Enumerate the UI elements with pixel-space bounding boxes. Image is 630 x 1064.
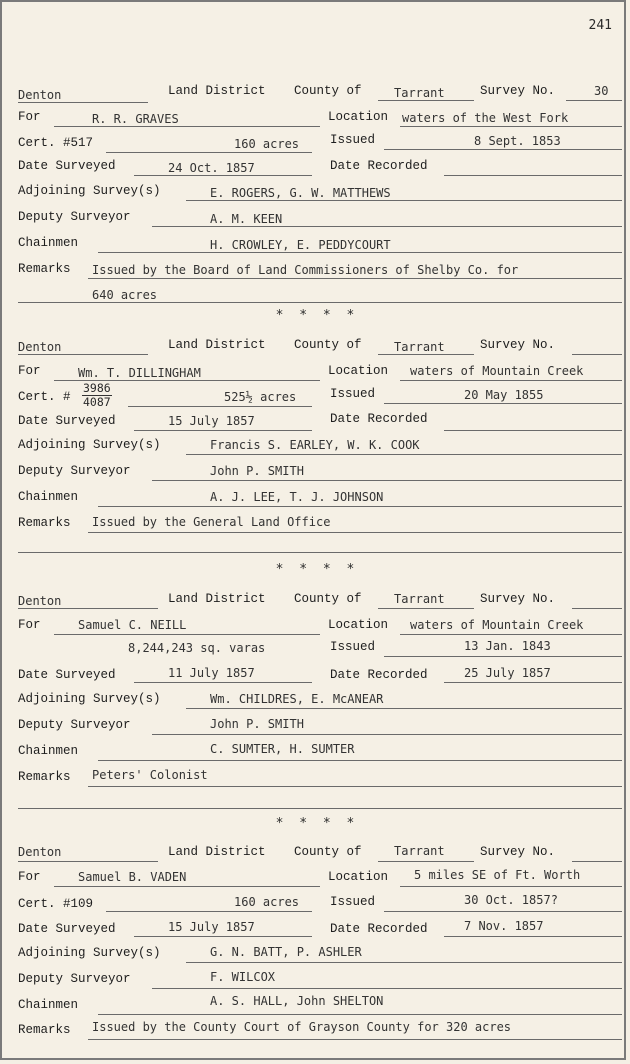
county-label: County of	[294, 592, 362, 606]
land-district-label: Land District	[168, 592, 266, 606]
deputy-value: John P. SMITH	[210, 717, 304, 731]
county-value: Tarrant	[394, 592, 445, 606]
adjoining-value: G. N. BATT, P. ASHLER	[210, 945, 362, 959]
date-surveyed-label: Date Surveyed	[18, 922, 116, 936]
chainmen-label: Chainmen	[18, 490, 79, 504]
dates-row	[18, 666, 622, 688]
deputy-row	[18, 464, 622, 486]
remarks-row	[18, 516, 622, 538]
survey-no-label: Survey No.	[480, 592, 556, 606]
cert-row	[18, 381, 622, 412]
record-separator: * * * *	[275, 816, 359, 831]
date-recorded-label: Date Recorded	[330, 412, 428, 426]
remarks-label: Remarks	[18, 770, 71, 784]
for-value: Wm. T. DILLINGHAM	[78, 366, 201, 380]
acres-value: 160 acres	[234, 895, 300, 909]
cert-denominator: 4087	[83, 395, 111, 409]
for-label: For	[18, 618, 41, 632]
location-label: Location	[328, 870, 389, 884]
survey-no-label: Survey No.	[480, 84, 556, 98]
remarks-blank-row	[18, 792, 622, 814]
deputy-label: Deputy Surveyor	[18, 972, 131, 986]
record-separator: * * * *	[275, 308, 359, 323]
deputy-label: Deputy Surveyor	[18, 464, 131, 478]
land-district-label: Land District	[168, 338, 266, 352]
date-recorded-label: Date Recorded	[330, 159, 428, 173]
adjoining-value: Wm. CHILDRES, E. McANEAR	[210, 692, 384, 706]
chainmen-value: H. CROWLEY, E. PEDDYCOURT	[210, 238, 391, 252]
remarks-blank-row	[18, 536, 622, 558]
county-label: County of	[294, 845, 362, 859]
issued-label: Issued	[330, 133, 376, 147]
deputy-value: F. WILCOX	[210, 970, 276, 984]
record-separator: * * * *	[275, 562, 359, 577]
chainmen-row	[18, 490, 622, 512]
chainmen-row	[18, 994, 622, 1020]
date-surveyed-value: 15 July 1857	[168, 414, 255, 428]
cert-prefix: Cert. #	[18, 390, 71, 404]
date-surveyed-value: 15 July 1857	[168, 920, 255, 934]
location-value: waters of the West Fork	[402, 111, 569, 125]
date-recorded-label: Date Recorded	[330, 668, 428, 682]
issued-label: Issued	[330, 640, 376, 654]
survey-no-value: 30	[594, 84, 609, 98]
location-value: waters of Mountain Creek	[410, 618, 584, 632]
remarks-label: Remarks	[18, 516, 71, 530]
date-surveyed-label: Date Surveyed	[18, 414, 116, 428]
adjoining-label: Adjoining Survey(s)	[18, 438, 161, 452]
county-label: County of	[294, 84, 362, 98]
date-surveyed-value: 11 July 1857	[168, 666, 255, 680]
date-recorded-value: 7 Nov. 1857	[464, 919, 544, 933]
dates-row	[18, 920, 622, 942]
adjoining-row	[18, 184, 622, 206]
issued-value: 30 Oct. 1857?	[464, 893, 558, 907]
for-row	[18, 870, 622, 892]
chainmen-value: C. SUMTER, H. SUMTER	[210, 742, 355, 756]
area-value: 8,244,243 sq. varas	[128, 641, 266, 655]
cert-fraction	[82, 382, 112, 409]
dates-row	[18, 414, 622, 436]
county-label: County of	[294, 338, 362, 352]
remarks-value: Issued by the County Court of Grayson County for 320 acres	[92, 1020, 512, 1034]
adjoining-label: Adjoining Survey(s)	[18, 184, 161, 198]
remarks-label: Remarks	[18, 1023, 71, 1037]
survey-no-label: Survey No.	[480, 338, 556, 352]
county-value: Tarrant	[394, 844, 445, 858]
adjoining-row	[18, 438, 622, 460]
page-number: 241	[588, 18, 612, 33]
survey-no-label: Survey No.	[480, 845, 556, 859]
location-value: waters of Mountain Creek	[410, 364, 584, 378]
issued-value: 8 Sept. 1853	[474, 134, 561, 148]
chainmen-row	[18, 744, 622, 766]
for-row	[18, 110, 622, 132]
remarks-value: Peters' Colonist	[92, 768, 208, 782]
chainmen-label: Chainmen	[18, 744, 79, 758]
header-row	[18, 592, 622, 614]
remarks-continued-value: 640 acres	[92, 288, 158, 302]
remarks-continued-row	[18, 286, 622, 308]
land-district-value: Denton	[18, 845, 62, 859]
deputy-row	[18, 972, 622, 994]
county-value: Tarrant	[394, 340, 445, 354]
date-surveyed-label: Date Surveyed	[18, 668, 116, 682]
header-row	[18, 338, 622, 360]
date-surveyed-label: Date Surveyed	[18, 159, 116, 173]
remarks-value: Issued by the General Land Office	[92, 515, 331, 529]
for-value: Samuel B. VADEN	[78, 870, 187, 884]
deputy-row	[18, 718, 622, 740]
deputy-row	[18, 210, 622, 232]
deputy-label: Deputy Surveyor	[18, 718, 131, 732]
adjoining-row	[18, 946, 622, 968]
adjoining-value: Francis S. EARLEY, W. K. COOK	[210, 438, 420, 452]
acres-value: 525½ acres	[224, 390, 297, 404]
date-recorded-label: Date Recorded	[330, 922, 428, 936]
remarks-row	[18, 1020, 622, 1045]
issued-value: 20 May 1855	[464, 388, 544, 402]
cert-row	[18, 895, 622, 917]
land-district-value: Denton	[18, 340, 62, 354]
acres-value: 160 acres	[234, 137, 300, 151]
adjoining-value: E. ROGERS, G. W. MATTHEWS	[210, 186, 391, 200]
chainmen-label: Chainmen	[18, 236, 79, 250]
county-value: Tarrant	[394, 86, 445, 100]
chainmen-label: Chainmen	[18, 998, 79, 1012]
cert-numerator: 3986	[83, 381, 111, 395]
remarks-row	[18, 770, 622, 792]
issued-value: 13 Jan. 1843	[464, 639, 551, 653]
location-label: Location	[328, 110, 389, 124]
land-district-value: Denton	[18, 594, 62, 608]
land-district-label: Land District	[168, 84, 266, 98]
location-value: 5 miles SE of Ft. Worth	[414, 868, 581, 882]
adjoining-label: Adjoining Survey(s)	[18, 946, 161, 960]
area-row	[18, 640, 622, 662]
dates-row	[18, 159, 622, 181]
for-label: For	[18, 870, 41, 884]
date-recorded-value: 25 July 1857	[464, 666, 551, 680]
deputy-value: A. M. KEEN	[210, 212, 283, 226]
deputy-value: John P. SMITH	[210, 464, 304, 478]
issued-label: Issued	[330, 895, 376, 909]
cert-row	[18, 133, 622, 158]
land-district-label: Land District	[168, 845, 266, 859]
remarks-value: Issued by the Board of Land Commissioners of Shelby Co. for	[92, 263, 519, 277]
header-row	[18, 84, 622, 106]
location-label: Location	[328, 364, 389, 378]
adjoining-label: Adjoining Survey(s)	[18, 692, 161, 706]
date-surveyed-value: 24 Oct. 1857	[168, 161, 255, 175]
for-label: For	[18, 364, 41, 378]
for-label: For	[18, 110, 41, 124]
chainmen-value: A. J. LEE, T. J. JOHNSON	[210, 490, 384, 504]
deputy-label: Deputy Surveyor	[18, 210, 131, 224]
location-label: Location	[328, 618, 389, 632]
for-row	[18, 618, 622, 640]
chainmen-row	[18, 236, 622, 258]
remarks-row	[18, 262, 622, 284]
header-row	[18, 845, 622, 867]
adjoining-row	[18, 692, 622, 714]
for-value: Samuel C. NEILL	[78, 618, 187, 632]
for-value: R. R. GRAVES	[92, 112, 179, 126]
chainmen-value: A. S. HALL, John SHELTON	[210, 994, 384, 1008]
land-district-value: Denton	[18, 88, 62, 102]
remarks-label: Remarks	[18, 262, 71, 276]
issued-label: Issued	[330, 387, 376, 401]
cert-value: Cert. #517	[18, 136, 94, 150]
cert-value: Cert. #109	[18, 897, 94, 911]
